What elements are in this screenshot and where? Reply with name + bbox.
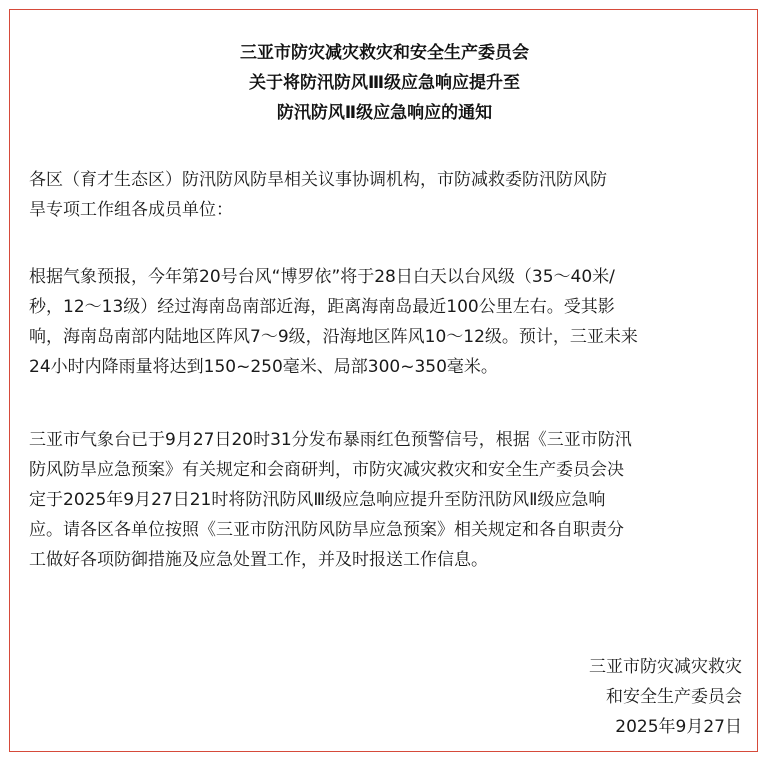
forecast-line: 24小时内降雨量将达到150~250毫米、局部300~350毫米。: [29, 357, 498, 377]
signature-date: 2025年9月27日: [615, 717, 742, 737]
title-line-1: 三亚市防灾减灾救灾和安全生产委员会: [240, 43, 529, 63]
decision-line: 应。请各区各单位按照《三亚市防汛防风防旱应急预案》相关规定和各自职责分: [29, 520, 624, 540]
decision-line: 防风防旱应急预案》有关规定和会商研判，市防灾减灾救灾和安全生产委员会决: [29, 460, 624, 480]
signature-block: [589, 652, 742, 742]
decision-line: 定于2025年9月27日21时将防汛防风Ⅲ级应急响应提升至防汛防风Ⅱ级应急响: [29, 490, 606, 510]
signature-org-line-2: 和安全生产委员会: [606, 687, 742, 707]
forecast-paragraph: [29, 262, 745, 382]
addressee-paragraph: [29, 165, 745, 225]
notice-title: [0, 38, 769, 128]
addressee-line: 旱专项工作组各成员单位：: [29, 200, 233, 220]
decision-paragraph: [29, 425, 745, 575]
forecast-line: 秒，12～13级）经过海南岛南部近海，距离海南岛最近100公里左右。受其影: [29, 297, 615, 317]
addressee-line: 各区（育才生态区）防汛防风防旱相关议事协调机构，市防减救委防汛防风防: [29, 170, 607, 190]
forecast-line: 响，海南岛南部内陆地区阵风7～9级，沿海地区阵风10～12级。预计，三亚未来: [29, 327, 638, 347]
title-line-2: 关于将防汛防风Ⅲ级应急响应提升至: [248, 73, 521, 93]
signature-org-line-1: 三亚市防灾减灾救灾: [589, 657, 742, 677]
decision-line: 三亚市气象台已于9月27日20时31分发布暴雨红色预警信号，根据《三亚市防汛: [29, 430, 632, 450]
title-line-3: 防汛防风Ⅱ级应急响应的通知: [276, 103, 493, 123]
decision-line: 工做好各项防御措施及应急处置工作，并及时报送工作信息。: [29, 550, 488, 570]
forecast-line: 根据气象预报，今年第20号台风“博罗依”将于28日白天以台风级（35～40米/: [29, 267, 615, 287]
